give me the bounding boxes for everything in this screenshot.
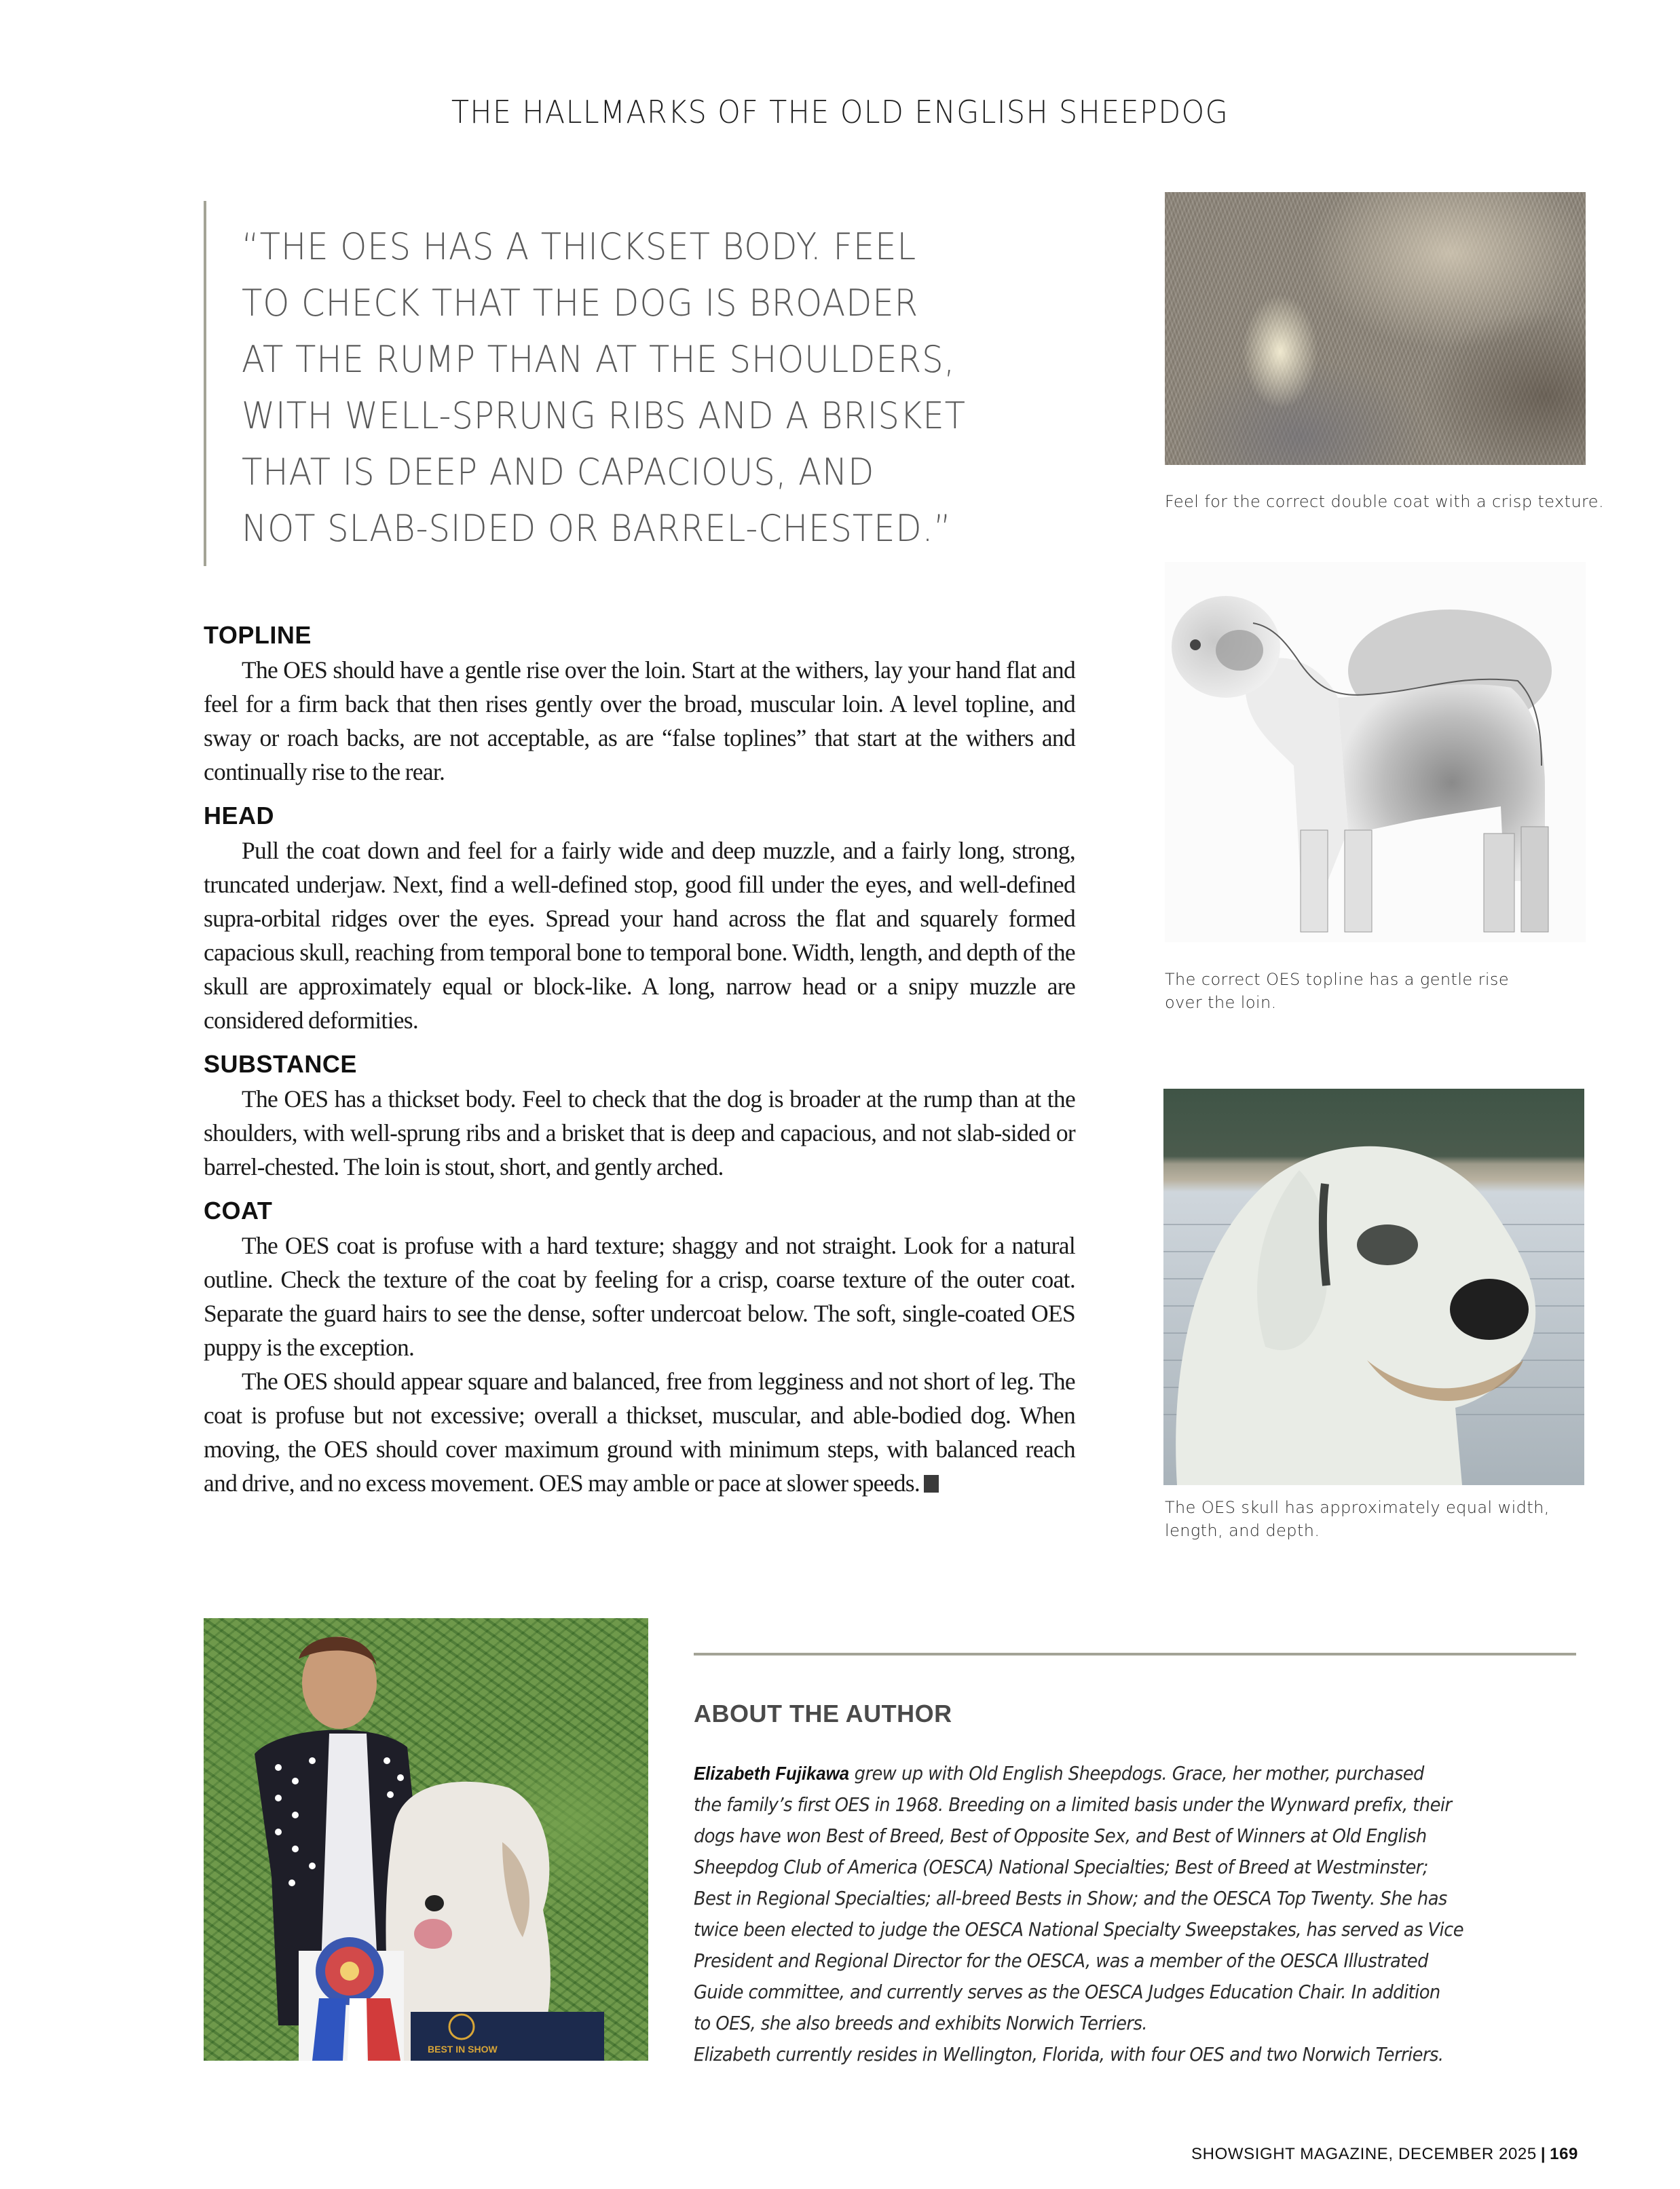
page-footer (1191, 2145, 1578, 2164)
figure-caption: Feel for the correct double coat with a crisp texture. (1165, 492, 1604, 511)
section-substance (204, 1047, 1075, 1184)
author-section-rule (694, 1653, 1576, 1655)
pull-quote (242, 219, 1016, 557)
bio-line: twice been elected to judge the OESCA National Specialty Sweepstakes, has served as Vice (694, 1918, 1464, 1941)
publication-name: SHOWSIGHT MAGAZINE, DECEMBER 2025 (1191, 2145, 1537, 2163)
chair-text: BEST IN SHOW (428, 2044, 498, 2055)
pull-quote-line: TO CHECK THAT THE DOG IS BROADER (242, 282, 919, 324)
caption-line: over the loin. (1165, 993, 1277, 1012)
bio-line: Sheepdog Club of America (OESCA) National Specialties; Best of Breed at Westminster; (694, 1856, 1428, 1878)
pull-quote-line: “THE OES HAS A THICKSET BODY. FEEL (242, 225, 917, 268)
author-bio (694, 1758, 1590, 2070)
paragraph: The OES should have a gentle rise over the loin. Start at the withers, lay your hand flat and feel for a firm back that then rises gently over the broad, muscular loin. A level topline, and sway or roach backs, are not acceptable, as are “false toplines” that start at the withers and continually rise to the rear. (204, 656, 1075, 785)
bio-line: the family’s first OES in 1968. Breeding on a limited basis under the Wynward prefix, their (694, 1793, 1452, 1816)
article-body (204, 618, 1075, 1510)
section-heading: HEAD (204, 802, 275, 829)
topline-sketch (1165, 562, 1586, 942)
author-with-dog-illustration (204, 1618, 648, 2061)
bio-line (694, 1758, 1518, 1789)
page-header: THE HALLMARKS OF THE OLD ENGLISH SHEEPDOG (451, 94, 1229, 130)
paragraph: The OES has a thickset body. Feel to check that the dog is broader at the rump than at the shoulders, with well-sprung ribs and a brisket that is deep and capacious, and not slab-sided or barrel-chested. The loin is stout, short, and gently arched. (204, 1085, 1075, 1180)
paragraph: The OES coat is profuse with a hard texture; shaggy and not straight. Look for a natural outline. Check the texture of the coat by feeling for a crisp, coarse texture of the outer coat. Separate the guard hairs to see the dense, softer undercoat below. The soft, single-coated OES puppy is the exception. (204, 1232, 1075, 1361)
author-photo (204, 1618, 648, 2061)
section-heading: COAT (204, 1197, 273, 1224)
caption-line: The correct OES topline has a gentle rise (1165, 970, 1509, 989)
pull-quote-rule (204, 201, 206, 566)
section-head (204, 798, 1075, 1037)
section-coat (204, 1193, 1075, 1500)
pull-quote-line: THAT IS DEEP AND CAPACIOUS, AND (242, 451, 875, 493)
pull-quote-line: AT THE RUMP THAN AT THE SHOULDERS, (242, 338, 956, 381)
bio-line: Elizabeth currently resides in Wellington, Florida, with four OES and two Norwich Terriers. (694, 2043, 1444, 2065)
figure-caption (1165, 1496, 1550, 1542)
dog-head-illustration (1163, 1089, 1584, 1485)
pull-quote-line: WITH WELL-SPRUNG RIBS AND A BRISKET (242, 394, 966, 437)
bio-text: grew up with Old English Sheepdogs. Grace, her mother, purchased (849, 1762, 1424, 1784)
figure-caption (1165, 968, 1509, 1014)
paragraph (204, 1364, 1075, 1500)
footer-separator: | (1540, 2145, 1546, 2163)
pull-quote-line: NOT SLAB-SIDED OR BARREL-CHESTED.” (242, 507, 952, 550)
bio-line: Best in Regional Specialties; all-breed Bests in Show; and the OESCA Top Twenty. She has (694, 1887, 1447, 1909)
caption-line: The OES skull has approximately equal width, (1165, 1498, 1550, 1517)
dog-sketch-illustration (1165, 562, 1586, 942)
coat-texture-photo (1165, 192, 1586, 465)
bio-line: dogs have won Best of Breed, Best of Opposite Sex, and Best of Winners at Old English (694, 1825, 1427, 1847)
bio-line: Guide committee, and currently serves as the OESCA Judges Education Chair. In addition (694, 1981, 1440, 2003)
end-of-article-mark (924, 1475, 939, 1493)
oes-head-photo (1163, 1089, 1584, 1485)
author-heading: ABOUT THE AUTHOR (694, 1700, 952, 1727)
author-name: Elizabeth Fujikawa (694, 1763, 850, 1784)
page-number: 169 (1550, 2145, 1578, 2163)
caption-line: length, and depth. (1165, 1521, 1320, 1540)
paragraph: Pull the coat down and feel for a fairly wide and deep muzzle, and a fairly long, strong, truncated underjaw. Next, find a well-defined stop, good fill under the eyes, and well-defined supra-orbital ridges over the eyes. Spread your hand across the flat and squarely formed capacious skull, reaching from temporal bone to temporal bone. Width, length, and depth of the skull are approximately equal or block-like. A long, narrow head or a snipy muzzle are considered deformities. (204, 837, 1075, 1034)
paragraph-text: The OES should appear square and balanced, free from legginess and not short of leg. The coat is profuse but not excessive; overall a thickset, muscular, and able-bodied dog. When moving, the OES should cover maximum ground with minimum steps, with balanced reach and drive, and no excess movement. OES may amble or pace at slower speeds. (204, 1368, 1075, 1497)
section-heading: SUBSTANCE (204, 1050, 357, 1078)
section-topline (204, 618, 1075, 789)
bio-line: President and Regional Director for the OESCA, was a member of the OESCA Illustrated (694, 1949, 1428, 1972)
section-heading: TOPLINE (204, 621, 312, 649)
bio-line: to OES, she also breeds and exhibits Norwich Terriers. (694, 2012, 1147, 2034)
